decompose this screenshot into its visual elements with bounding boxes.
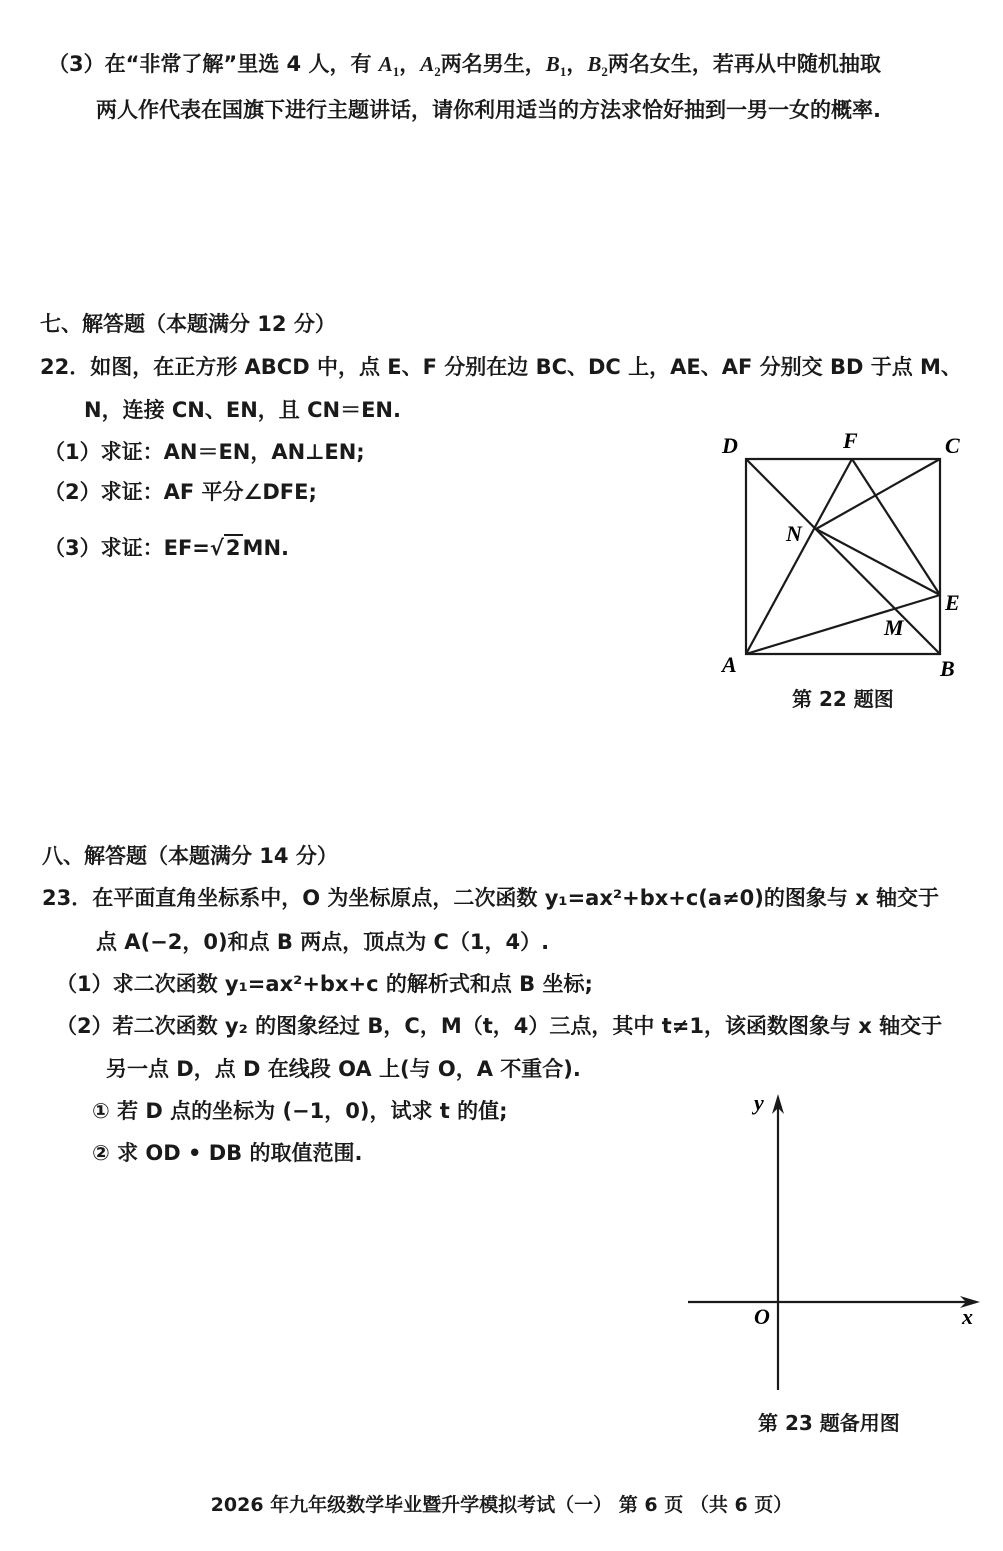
q23-part1: （1）求二次函数 y₁=ax²+bx+c 的解析式和点 B 坐标; bbox=[56, 972, 593, 996]
x-axis-label: x bbox=[962, 1304, 973, 1329]
y-axis-label: y bbox=[754, 1090, 764, 1115]
label-b: B bbox=[940, 656, 955, 681]
label-a: A bbox=[722, 652, 737, 677]
q23-part2-line2: 另一点 D，点 D 在线段 OA 上(与 O，A 不重合). bbox=[106, 1057, 581, 1081]
q21-3-line1: （3）在“非常了解”里选 4 人，有 $A_1$，$A_2$两名男生，$B_1$，$B_2$两名女生，若再从中随机抽取 bbox=[48, 52, 881, 80]
figure-23-caption: 第 23 题备用图 bbox=[758, 1411, 900, 1435]
q21-3-line2: 两人作代表在国旗下进行主题讲话，请你利用适当的方法求恰好抽到一男一女的概率. bbox=[96, 98, 881, 122]
q22-line1: 22．如图，在正方形 ABCD 中，点 E、F 分别在边 BC、DC 上，AE、AF 分别交 BD 于点 M、 bbox=[40, 355, 962, 379]
label-e: E bbox=[945, 590, 960, 615]
q22-line2: N，连接 CN、EN，且 CN＝EN. bbox=[84, 398, 401, 422]
section8-heading: 八、解答题（本题满分 14 分） bbox=[42, 844, 338, 868]
label-m: M bbox=[884, 615, 904, 640]
origin-label: O bbox=[754, 1304, 770, 1329]
label-f: F bbox=[843, 428, 858, 453]
figure-22-caption: 第 22 题图 bbox=[792, 687, 894, 711]
q23-line2: 点 A(−2，0)和点 B 两点，顶点为 C（1，4）. bbox=[96, 930, 550, 954]
q23-part2-line1: （2）若二次函数 y₂ 的图象经过 B，C，M（t，4）三点，其中 t≠1，该函数图象与 x 轴交于 bbox=[56, 1014, 943, 1038]
q23-sub1: ① 若 D 点的坐标为 (−1，0)，试求 t 的值; bbox=[92, 1099, 508, 1123]
q22-part3: （3）求证：EF=√2MN. bbox=[44, 536, 289, 560]
q22-part1: （1）求证：AN＝EN，AN⊥EN; bbox=[44, 440, 365, 464]
section7-heading: 七、解答题（本题满分 12 分） bbox=[40, 312, 336, 336]
q23-line1: 23．在平面直角坐标系中，O 为坐标原点，二次函数 y₁=ax²+bx+c(a≠0)的图象与 x 轴交于 bbox=[42, 886, 940, 910]
label-c: C bbox=[945, 433, 960, 458]
label-n: N bbox=[786, 521, 802, 546]
q22-part2: （2）求证：AF 平分∠DFE; bbox=[44, 480, 317, 504]
label-d: D bbox=[722, 433, 738, 458]
sqrt-radicand: 2 bbox=[225, 536, 241, 560]
q23-sub2: ② 求 OD • DB 的取值范围. bbox=[92, 1141, 363, 1165]
page-footer: 2026 年九年级数学毕业暨升学模拟考试（一） 第 6 页 （共 6 页） bbox=[210, 1494, 793, 1516]
sqrt-symbol: √ bbox=[209, 536, 224, 560]
